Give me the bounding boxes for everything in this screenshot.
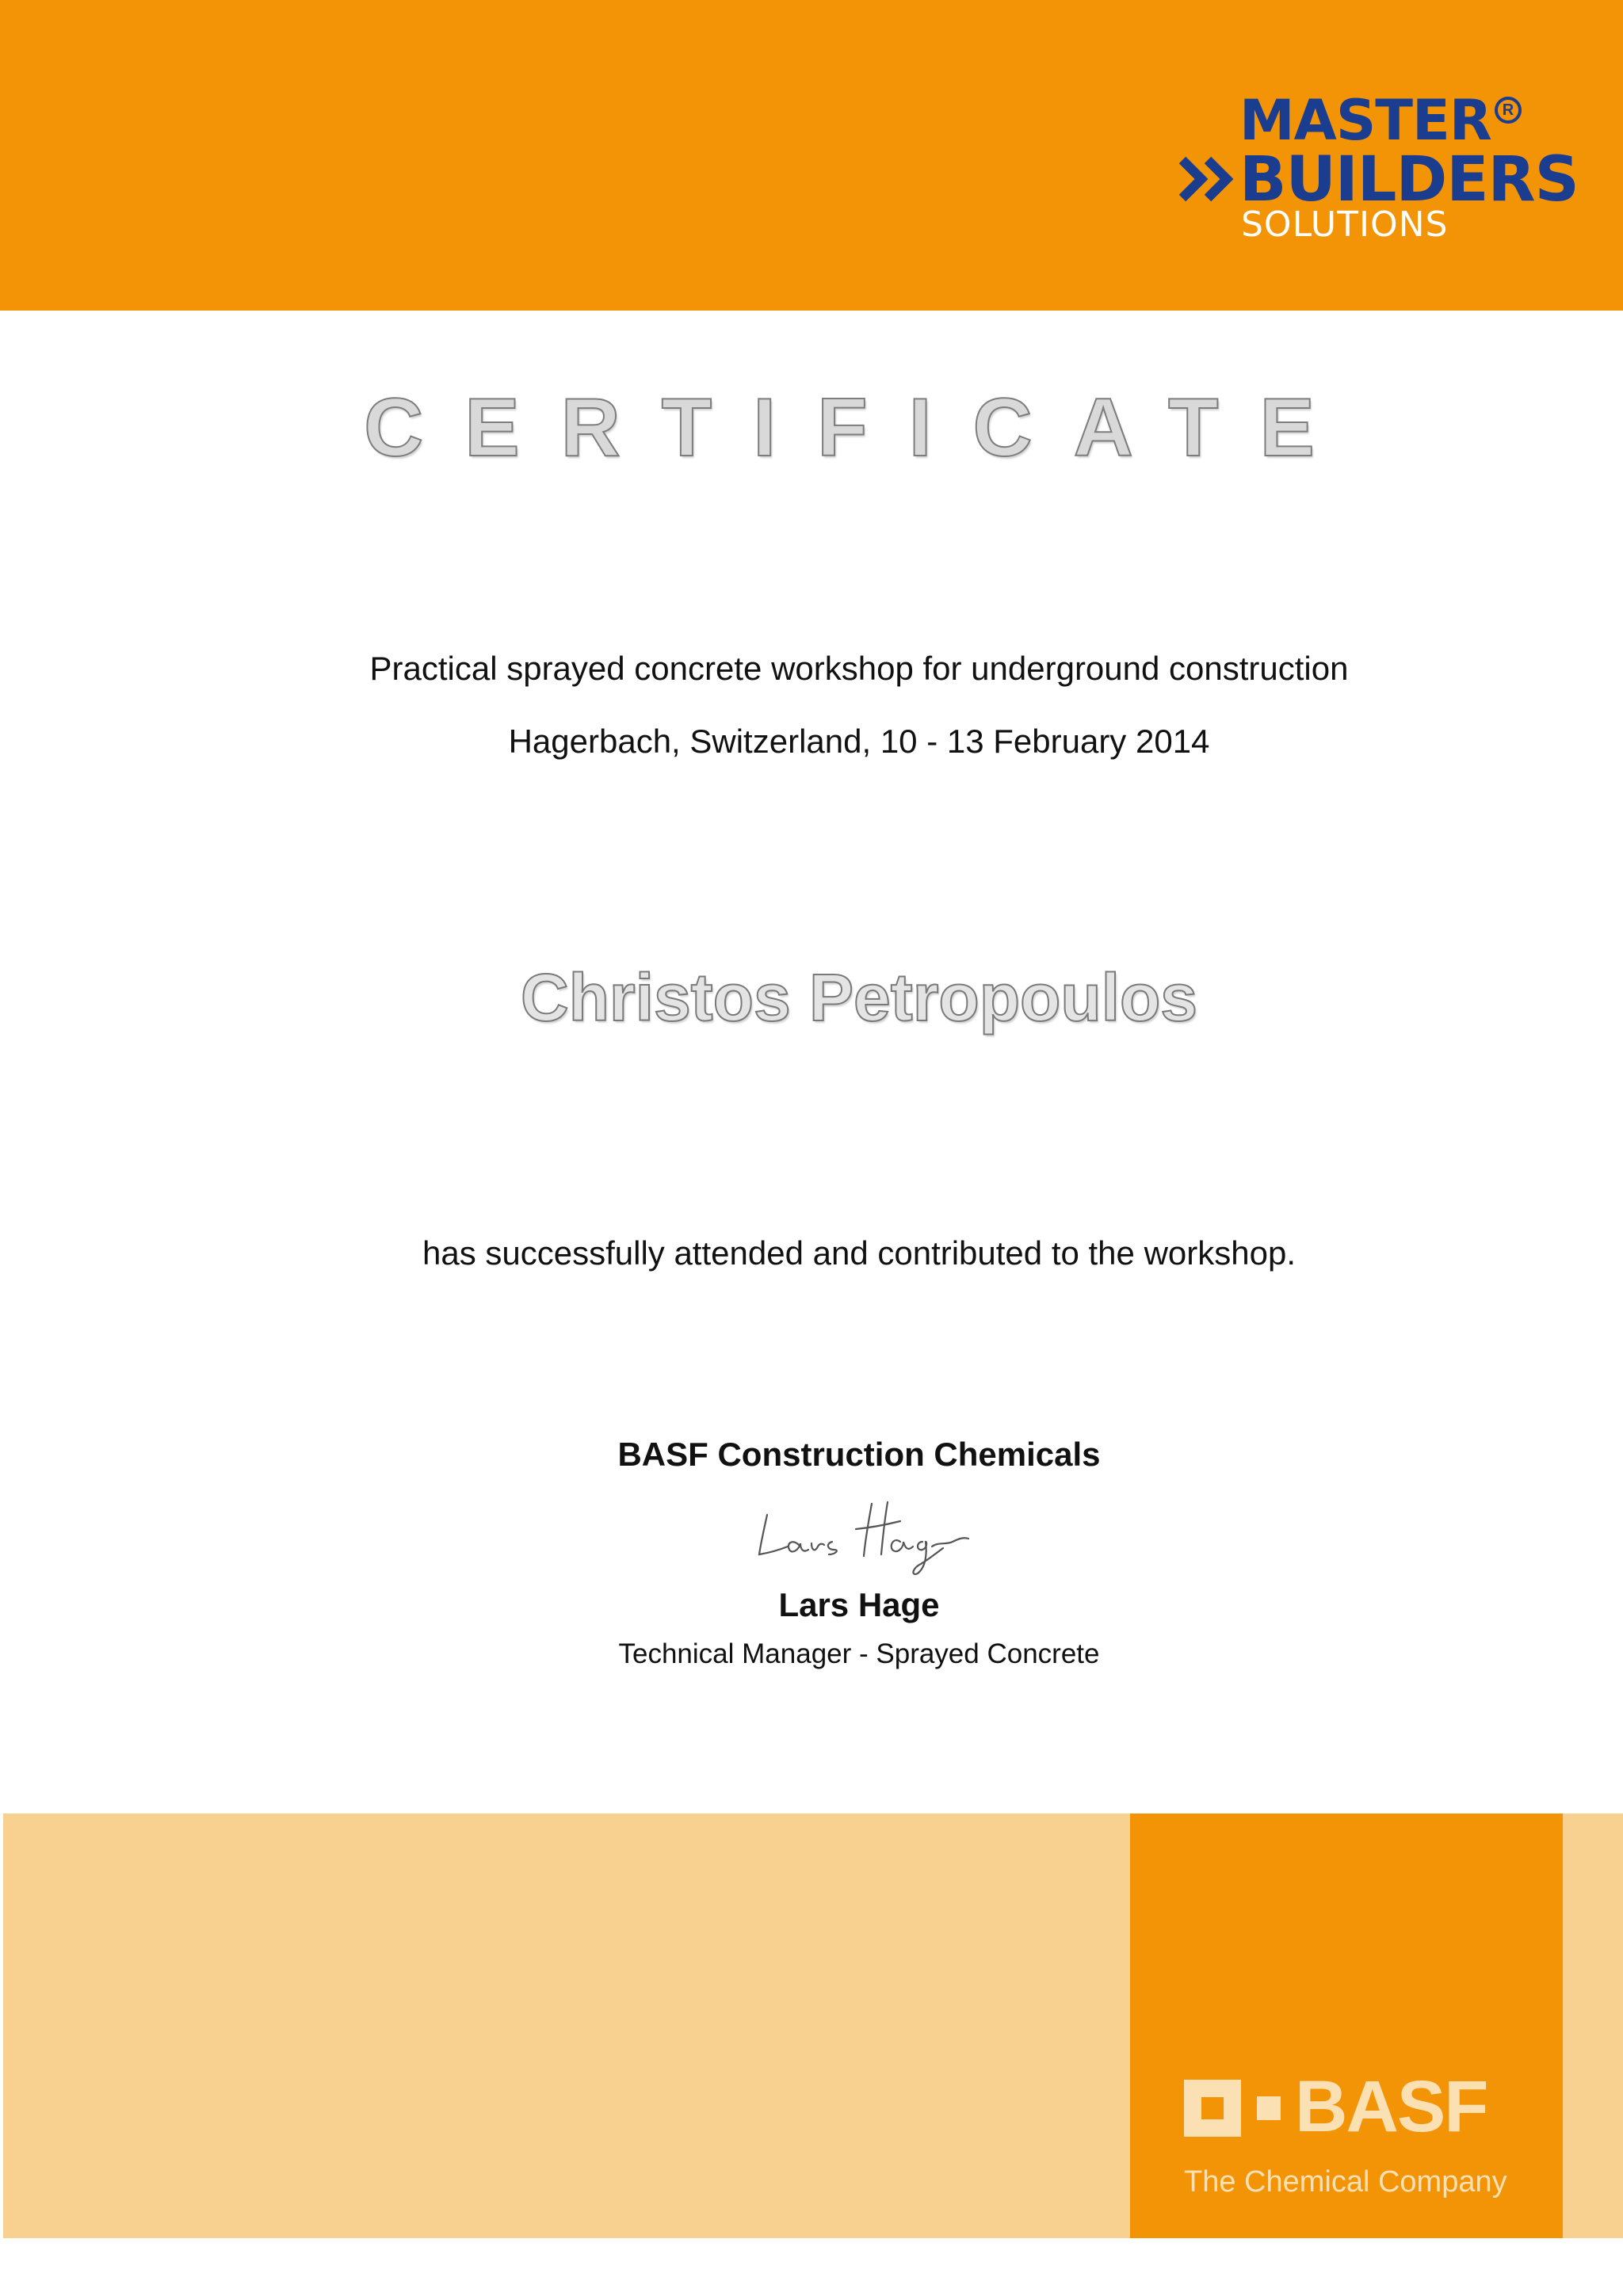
basf-panel (1130, 1814, 1563, 2238)
registered-mark: R (1495, 97, 1522, 124)
basf-tagline: The Chemical Company (1184, 2165, 1507, 2199)
signer-title: Technical Manager - Sprayed Concrete (618, 1638, 1100, 1669)
issuer-name: BASF Construction Chemicals (617, 1436, 1101, 1473)
header-band (0, 0, 1623, 311)
basf-wordmark: BASF (1295, 2066, 1487, 2147)
completion-statement: has successfully attended and contributed to the workshop. (422, 1234, 1296, 1272)
location-date: Hagerbach, Switzerland, 10 - 13 February 2014 (508, 723, 1210, 760)
signer-name: Lars Hage (778, 1586, 940, 1623)
logo-line-master: MASTER (1239, 88, 1491, 153)
logo-line-solutions: SOLUTIONS (1241, 204, 1449, 245)
basf-logo (1184, 2066, 1517, 2206)
recipient-name: Christos Petropoulos (520, 960, 1198, 1035)
logo-line-builders: BUILDERS (1239, 144, 1579, 215)
basf-dot-icon (1257, 2096, 1281, 2120)
basf-square-icon (1184, 2080, 1241, 2137)
double-chevron-icon (1178, 155, 1235, 203)
master-builders-logo (1170, 86, 1579, 245)
certificate-title: CERTIFICATE (364, 382, 1356, 474)
course-title: Practical sprayed concrete workshop for underground construction (369, 650, 1349, 687)
signature-image (753, 1497, 975, 1585)
